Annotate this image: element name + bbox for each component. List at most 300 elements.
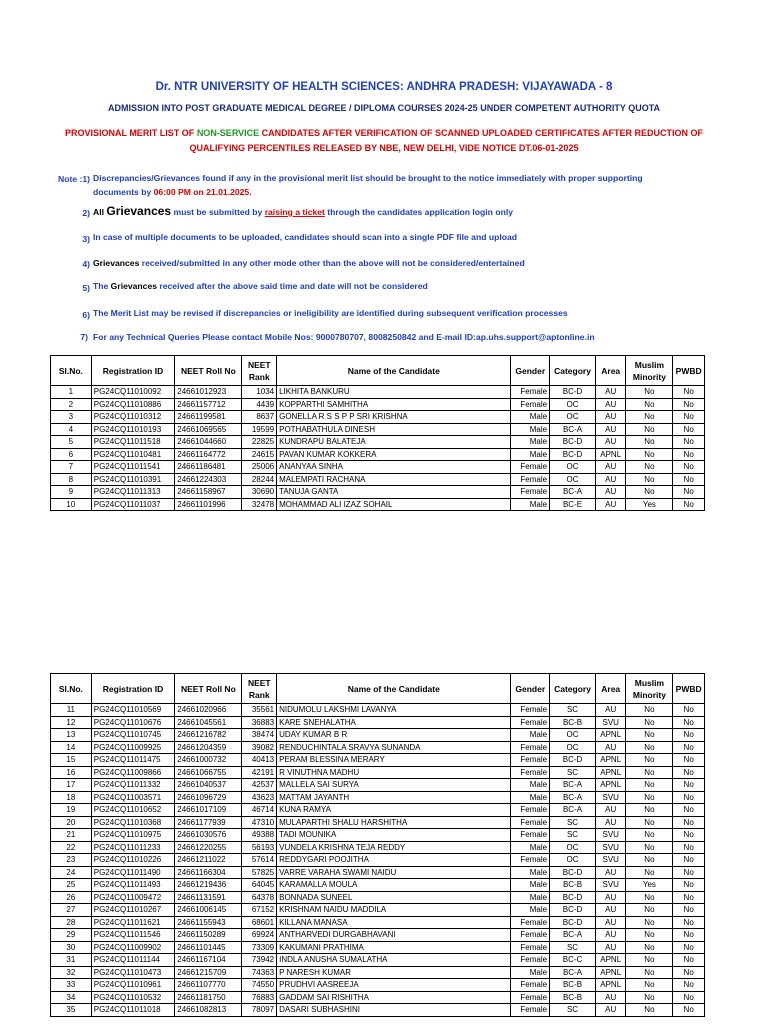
cell-candidate-name: PERAM BLESSINA MERARY: [277, 754, 511, 767]
cell-pwbd: No: [673, 461, 705, 474]
cell-registration-id: PG24CQ11010652: [91, 804, 175, 817]
cell-neet-rank: 32478: [242, 498, 277, 511]
cell-slno: 13: [51, 729, 92, 742]
cell-gender: Female: [511, 716, 550, 729]
merit-table-1: [50, 355, 705, 511]
cell-muslim-minority: No: [626, 829, 673, 842]
university-title: Dr. NTR UNIVERSITY OF HEALTH SCIENCES: ANDHRA PRADESH: VIJAYAWADA - 8: [155, 81, 613, 93]
cell-gender: Female: [511, 741, 550, 754]
cell-slno: 28: [51, 916, 92, 929]
cell-neet-rank: 30690: [242, 486, 277, 499]
col-neet-roll: NEET Roll No: [175, 674, 242, 704]
cell-muslim-minority: No: [626, 766, 673, 779]
cell-neet-roll: 24661107770: [175, 979, 242, 992]
cell-area: AU: [595, 916, 626, 929]
cell-neet-rank: 42537: [242, 779, 277, 792]
cell-area: SVU: [595, 716, 626, 729]
cell-slno: 12: [51, 716, 92, 729]
cell-category: SC: [550, 1004, 596, 1017]
cell-pwbd: No: [673, 704, 705, 717]
cell-pwbd: No: [673, 498, 705, 511]
cell-slno: 31: [51, 954, 92, 967]
cell-candidate-name: PAVAN KUMAR KOKKERA: [277, 448, 511, 461]
cell-pwbd: No: [673, 879, 705, 892]
cell-neet-roll: 24661215709: [175, 966, 242, 979]
cell-gender: Female: [511, 854, 550, 867]
cell-registration-id: PG24CQ11010961: [91, 979, 175, 992]
cell-registration-id: PG24CQ11010569: [91, 704, 175, 717]
cell-slno: 26: [51, 891, 92, 904]
cell-slno: 17: [51, 779, 92, 792]
cell-slno: 20: [51, 816, 92, 829]
cell-pwbd: No: [673, 941, 705, 954]
cell-registration-id: PG24CQ11011233: [91, 841, 175, 854]
cell-neet-rank: 69924: [242, 929, 277, 942]
cell-area: APNL: [595, 954, 626, 967]
cell-registration-id: PG24CQ11009866: [91, 766, 175, 779]
note-4-grievances: Grievances: [93, 258, 140, 268]
cell-gender: Male: [511, 411, 550, 424]
cell-registration-id: PG24CQ11011493: [91, 879, 175, 892]
cell-slno: 30: [51, 941, 92, 954]
table-row: [51, 423, 705, 436]
note-2-label: 2): [82, 208, 90, 218]
merit-heading-line2: QUALIFYING PERCENTILES RELEASED BY NBE, NEW DELHI, VIDE NOTICE DT.06-01-2025: [189, 143, 579, 153]
note-3-label: 3): [82, 234, 90, 244]
cell-registration-id: PG24CQ11010481: [91, 448, 175, 461]
col-area: Area: [595, 674, 626, 704]
table-row: [51, 704, 705, 717]
cell-neet-roll: 24661082813: [175, 1004, 242, 1017]
cell-neet-roll: 24661158967: [175, 486, 242, 499]
cell-category: BC-D: [550, 891, 596, 904]
cell-area: AU: [595, 991, 626, 1004]
cell-category: OC: [550, 729, 596, 742]
note-4-text: received/submitted in any other mode other than the above will not be considered/entertained: [139, 258, 525, 268]
cell-registration-id: PG24CQ11010226: [91, 854, 175, 867]
cell-category: BC-E: [550, 498, 596, 511]
cell-category: BC-A: [550, 966, 596, 979]
cell-area: APNL: [595, 766, 626, 779]
table-row: [51, 954, 705, 967]
cell-pwbd: No: [673, 916, 705, 929]
cell-registration-id: PG24CQ11010391: [91, 473, 175, 486]
cell-neet-roll: 24661045561: [175, 716, 242, 729]
cell-muslim-minority: No: [626, 754, 673, 767]
cell-slno: 3: [51, 411, 92, 424]
note-5-grievances: Grievances: [110, 281, 158, 291]
cell-pwbd: No: [673, 729, 705, 742]
cell-neet-roll: 24661020966: [175, 704, 242, 717]
cell-candidate-name: GADDAM SAI RISHITHA: [277, 991, 511, 1004]
table-row: [51, 991, 705, 1004]
cell-gender: Female: [511, 486, 550, 499]
cell-neet-roll: 24661186481: [175, 461, 242, 474]
non-service-label: NON-SERVICE: [196, 128, 260, 138]
cell-muslim-minority: No: [626, 486, 673, 499]
cell-neet-rank: 73309: [242, 941, 277, 954]
cell-candidate-name: KUNDRAPU BALATEJA: [277, 436, 511, 449]
cell-neet-rank: 22825: [242, 436, 277, 449]
cell-gender: Female: [511, 754, 550, 767]
cell-pwbd: No: [673, 411, 705, 424]
cell-neet-rank: 4439: [242, 398, 277, 411]
cell-category: OC: [550, 841, 596, 854]
table-row: [51, 766, 705, 779]
cell-registration-id: PG24CQ11010312: [91, 411, 175, 424]
cell-registration-id: PG24CQ11011475: [91, 754, 175, 767]
cell-category: BC-C: [550, 954, 596, 967]
cell-pwbd: No: [673, 473, 705, 486]
cell-muslim-minority: No: [626, 704, 673, 717]
cell-gender: Female: [511, 941, 550, 954]
cell-area: AU: [595, 423, 626, 436]
cell-candidate-name: TADI MOUNIKA: [277, 829, 511, 842]
cell-pwbd: No: [673, 816, 705, 829]
cell-muslim-minority: No: [626, 929, 673, 942]
cell-neet-rank: 28244: [242, 473, 277, 486]
cell-neet-rank: 67152: [242, 904, 277, 917]
cell-muslim-minority: No: [626, 866, 673, 879]
col-neet-roll: NEET Roll No: [175, 356, 242, 386]
cell-neet-rank: 57825: [242, 866, 277, 879]
cell-neet-rank: 47310: [242, 816, 277, 829]
cell-registration-id: PG24CQ11011144: [91, 954, 175, 967]
cell-area: AU: [595, 473, 626, 486]
cell-pwbd: No: [673, 716, 705, 729]
note-1: [93, 172, 733, 199]
cell-muslim-minority: No: [626, 436, 673, 449]
cell-category: SC: [550, 816, 596, 829]
cell-candidate-name: VUNDELA KRISHNA TEJA REDDY: [277, 841, 511, 854]
cell-neet-roll: 24661181750: [175, 991, 242, 1004]
cell-pwbd: No: [673, 954, 705, 967]
cell-candidate-name: UDAY KUMAR B R: [277, 729, 511, 742]
col-gender: Gender: [511, 674, 550, 704]
cell-pwbd: No: [673, 791, 705, 804]
cell-neet-roll: 24661069565: [175, 423, 242, 436]
col-pwbd: PWBD: [673, 356, 705, 386]
cell-candidate-name: KRISHNAM NAIDU MADDILA: [277, 904, 511, 917]
cell-registration-id: PG24CQ11010267: [91, 904, 175, 917]
cell-neet-roll: 24661017109: [175, 804, 242, 817]
cell-area: AU: [595, 498, 626, 511]
cell-neet-roll: 24661220255: [175, 841, 242, 854]
cell-registration-id: PG24CQ11011332: [91, 779, 175, 792]
cell-registration-id: PG24CQ11010676: [91, 716, 175, 729]
table-row: [51, 804, 705, 817]
cell-area: AU: [595, 804, 626, 817]
cell-neet-roll: 24661040537: [175, 779, 242, 792]
cell-candidate-name: GONELLA R S S P P SRI KRISHNA: [277, 411, 511, 424]
note-2-all: All: [93, 207, 107, 217]
cell-area: AU: [595, 929, 626, 942]
cell-neet-rank: 73942: [242, 954, 277, 967]
cell-pwbd: No: [673, 779, 705, 792]
cell-neet-rank: 36883: [242, 716, 277, 729]
cell-gender: Male: [511, 966, 550, 979]
cell-category: BC-D: [550, 436, 596, 449]
cell-category: SC: [550, 704, 596, 717]
cell-neet-rank: 43623: [242, 791, 277, 804]
cell-registration-id: PG24CQ11009472: [91, 891, 175, 904]
col-registration-id: Registration ID: [91, 674, 175, 704]
note-2-ticket: raising a ticket: [264, 207, 325, 217]
cell-registration-id: PG24CQ11011037: [91, 498, 175, 511]
cell-category: OC: [550, 741, 596, 754]
cell-category: BC-B: [550, 879, 596, 892]
cell-candidate-name: KAKUMANI PRATHIMA: [277, 941, 511, 954]
cell-slno: 35: [51, 1004, 92, 1017]
table-row: [51, 1004, 705, 1017]
table-row: [51, 486, 705, 499]
cell-area: AU: [595, 891, 626, 904]
cell-area: AU: [595, 866, 626, 879]
cell-candidate-name: KILLANA MANASA: [277, 916, 511, 929]
cell-neet-roll: 24661211022: [175, 854, 242, 867]
cell-slno: 32: [51, 966, 92, 979]
table-row: [51, 448, 705, 461]
cell-slno: 34: [51, 991, 92, 1004]
cell-slno: 29: [51, 929, 92, 942]
table-row: [51, 791, 705, 804]
cell-registration-id: PG24CQ11011490: [91, 866, 175, 879]
cell-registration-id: PG24CQ11011313: [91, 486, 175, 499]
cell-neet-roll: 24661012923: [175, 386, 242, 399]
cell-category: BC-D: [550, 916, 596, 929]
cell-pwbd: No: [673, 754, 705, 767]
cell-muslim-minority: No: [626, 904, 673, 917]
note-7-label: 7): [80, 332, 88, 342]
table-row: [51, 411, 705, 424]
cell-registration-id: PG24CQ11011546: [91, 929, 175, 942]
cell-muslim-minority: No: [626, 423, 673, 436]
admission-subtitle: ADMISSION INTO POST GRADUATE MEDICAL DEGREE / DIPLOMA COURSES 2024-25 UNDER COMPETENT AUTHORITY QUOTA: [107, 103, 661, 113]
cell-pwbd: No: [673, 829, 705, 842]
merit-list-heading: [0, 126, 768, 156]
table-row: [51, 854, 705, 867]
cell-category: OC: [550, 411, 596, 424]
cell-slno: 23: [51, 854, 92, 867]
cell-registration-id: PG24CQ11009925: [91, 741, 175, 754]
cell-neet-roll: 24661066755: [175, 766, 242, 779]
cell-neet-rank: 56193: [242, 841, 277, 854]
note-4: [93, 258, 733, 268]
cell-muslim-minority: No: [626, 804, 673, 817]
cell-pwbd: No: [673, 423, 705, 436]
cell-area: AU: [595, 436, 626, 449]
cell-gender: Male: [511, 779, 550, 792]
cell-neet-roll: 24661167104: [175, 954, 242, 967]
table-row: [51, 386, 705, 399]
cell-gender: Female: [511, 386, 550, 399]
cell-gender: Male: [511, 791, 550, 804]
cell-muslim-minority: No: [626, 816, 673, 829]
cell-candidate-name: DASARI SUBHASHINI: [277, 1004, 511, 1017]
col-muslim-minority: Muslim Minority: [626, 356, 673, 386]
cell-category: BC-D: [550, 904, 596, 917]
cell-neet-rank: 38474: [242, 729, 277, 742]
cell-registration-id: PG24CQ11010532: [91, 991, 175, 1004]
cell-pwbd: No: [673, 448, 705, 461]
cell-candidate-name: KOPPARTHI SAMHITHA: [277, 398, 511, 411]
cell-neet-roll: 24661166304: [175, 866, 242, 879]
cell-pwbd: No: [673, 436, 705, 449]
cell-slno: 21: [51, 829, 92, 842]
cell-muslim-minority: No: [626, 991, 673, 1004]
cell-area: AU: [595, 741, 626, 754]
cell-muslim-minority: Yes: [626, 498, 673, 511]
table-row: [51, 929, 705, 942]
cell-neet-roll: 24661000732: [175, 754, 242, 767]
cell-slno: 19: [51, 804, 92, 817]
cell-slno: 9: [51, 486, 92, 499]
cell-area: SVU: [595, 829, 626, 842]
cell-neet-roll: 24661204359: [175, 741, 242, 754]
cell-neet-roll: 24661216782: [175, 729, 242, 742]
cell-pwbd: No: [673, 966, 705, 979]
table-row: [51, 829, 705, 842]
cell-category: OC: [550, 473, 596, 486]
cell-gender: Female: [511, 804, 550, 817]
cell-muslim-minority: No: [626, 461, 673, 474]
cell-neet-roll: 24661044660: [175, 436, 242, 449]
cell-gender: Male: [511, 891, 550, 904]
cell-category: BC-A: [550, 486, 596, 499]
cell-category: SC: [550, 766, 596, 779]
cell-neet-roll: 24661177939: [175, 816, 242, 829]
cell-neet-roll: 24661219436: [175, 879, 242, 892]
cell-neet-rank: 78097: [242, 1004, 277, 1017]
cell-slno: 11: [51, 704, 92, 717]
cell-neet-roll: 24661157712: [175, 398, 242, 411]
cell-candidate-name: KARE SNEHALATHA: [277, 716, 511, 729]
cell-candidate-name: MULAPARTHI SHALU HARSHITHA: [277, 816, 511, 829]
cell-gender: Female: [511, 929, 550, 942]
cell-neet-rank: 68601: [242, 916, 277, 929]
cell-muslim-minority: No: [626, 779, 673, 792]
cell-category: OC: [550, 398, 596, 411]
cell-neet-rank: 40413: [242, 754, 277, 767]
note-2: [93, 204, 733, 218]
cell-slno: 10: [51, 498, 92, 511]
merit-heading-pre: PROVISIONAL MERIT LIST OF: [64, 128, 197, 138]
cell-area: SVU: [595, 879, 626, 892]
cell-gender: Female: [511, 766, 550, 779]
col-registration-id: Registration ID: [91, 356, 175, 386]
cell-registration-id: PG24CQ11010368: [91, 816, 175, 829]
cell-pwbd: No: [673, 979, 705, 992]
cell-gender: Male: [511, 841, 550, 854]
cell-candidate-name: ANTHARVEDI DURGABHAVANI: [277, 929, 511, 942]
cell-gender: Female: [511, 816, 550, 829]
col-slno: Sl.No.: [51, 356, 92, 386]
cell-gender: Male: [511, 866, 550, 879]
cell-muslim-minority: No: [626, 729, 673, 742]
merit-table-2: [50, 673, 705, 1017]
cell-neet-roll: 24661096729: [175, 791, 242, 804]
cell-category: BC-D: [550, 754, 596, 767]
note-3-text: In case of multiple documents to be uploaded, candidates should scan into a single PDF file and upload: [93, 232, 518, 242]
cell-category: OC: [550, 461, 596, 474]
cell-category: BC-A: [550, 423, 596, 436]
cell-category: BC-A: [550, 791, 596, 804]
cell-neet-roll: 24661155943: [175, 916, 242, 929]
cell-registration-id: PG24CQ11010193: [91, 423, 175, 436]
table-1-header: [51, 356, 705, 386]
cell-muslim-minority: No: [626, 791, 673, 804]
cell-pwbd: No: [673, 741, 705, 754]
cell-candidate-name: MALEMPATI RACHANA: [277, 473, 511, 486]
cell-neet-roll: 24661164772: [175, 448, 242, 461]
cell-area: AU: [595, 704, 626, 717]
cell-neet-rank: 74550: [242, 979, 277, 992]
cell-muslim-minority: No: [626, 941, 673, 954]
cell-registration-id: PG24CQ11003571: [91, 791, 175, 804]
cell-slno: 16: [51, 766, 92, 779]
cell-category: BC-B: [550, 979, 596, 992]
cell-slno: 7: [51, 461, 92, 474]
cell-category: BC-D: [550, 866, 596, 879]
cell-muslim-minority: No: [626, 716, 673, 729]
note-5-label: 5): [82, 283, 90, 293]
table-row: [51, 729, 705, 742]
cell-muslim-minority: No: [626, 966, 673, 979]
cell-candidate-name: NIDUMOLU LAKSHMI LAVANYA: [277, 704, 511, 717]
note-5: [93, 281, 733, 291]
cell-muslim-minority: No: [626, 916, 673, 929]
cell-gender: Female: [511, 829, 550, 842]
cell-gender: Female: [511, 979, 550, 992]
cell-neet-rank: 24615: [242, 448, 277, 461]
cell-pwbd: No: [673, 804, 705, 817]
note-7-text: For any Technical Queries Please contact Mobile Nos: 9000780707, 8008250842 and E-mail ID:ap.uhs.support@aptonline.in: [93, 332, 595, 342]
cell-area: AU: [595, 461, 626, 474]
cell-muslim-minority: Yes: [626, 879, 673, 892]
cell-muslim-minority: No: [626, 411, 673, 424]
cell-candidate-name: KARAMALLA MOULA: [277, 879, 511, 892]
cell-neet-rank: 76883: [242, 991, 277, 1004]
cell-gender: Male: [511, 904, 550, 917]
table-row: [51, 941, 705, 954]
cell-area: AU: [595, 386, 626, 399]
cell-muslim-minority: No: [626, 448, 673, 461]
cell-category: BC-A: [550, 779, 596, 792]
cell-area: SVU: [595, 791, 626, 804]
table-row: [51, 754, 705, 767]
cell-pwbd: No: [673, 904, 705, 917]
cell-gender: Male: [511, 729, 550, 742]
cell-area: AU: [595, 1004, 626, 1017]
cell-muslim-minority: No: [626, 891, 673, 904]
table-row: [51, 916, 705, 929]
cell-gender: Male: [511, 448, 550, 461]
cell-gender: Female: [511, 916, 550, 929]
note-6-text: The Merit List may be revised if discrepancies or ineligibility are identified during subsequent verification processes: [93, 308, 568, 318]
cell-registration-id: PG24CQ11010473: [91, 966, 175, 979]
table-row: [51, 841, 705, 854]
cell-pwbd: No: [673, 386, 705, 399]
cell-registration-id: PG24CQ11010975: [91, 829, 175, 842]
cell-candidate-name: POTHABATHULA DINESH: [277, 423, 511, 436]
table-row: [51, 398, 705, 411]
cell-pwbd: No: [673, 486, 705, 499]
cell-neet-rank: 57614: [242, 854, 277, 867]
cell-gender: Male: [511, 423, 550, 436]
note-2-end: through the candidates application login only: [324, 207, 513, 217]
cell-gender: Male: [511, 498, 550, 511]
cell-area: APNL: [595, 729, 626, 742]
